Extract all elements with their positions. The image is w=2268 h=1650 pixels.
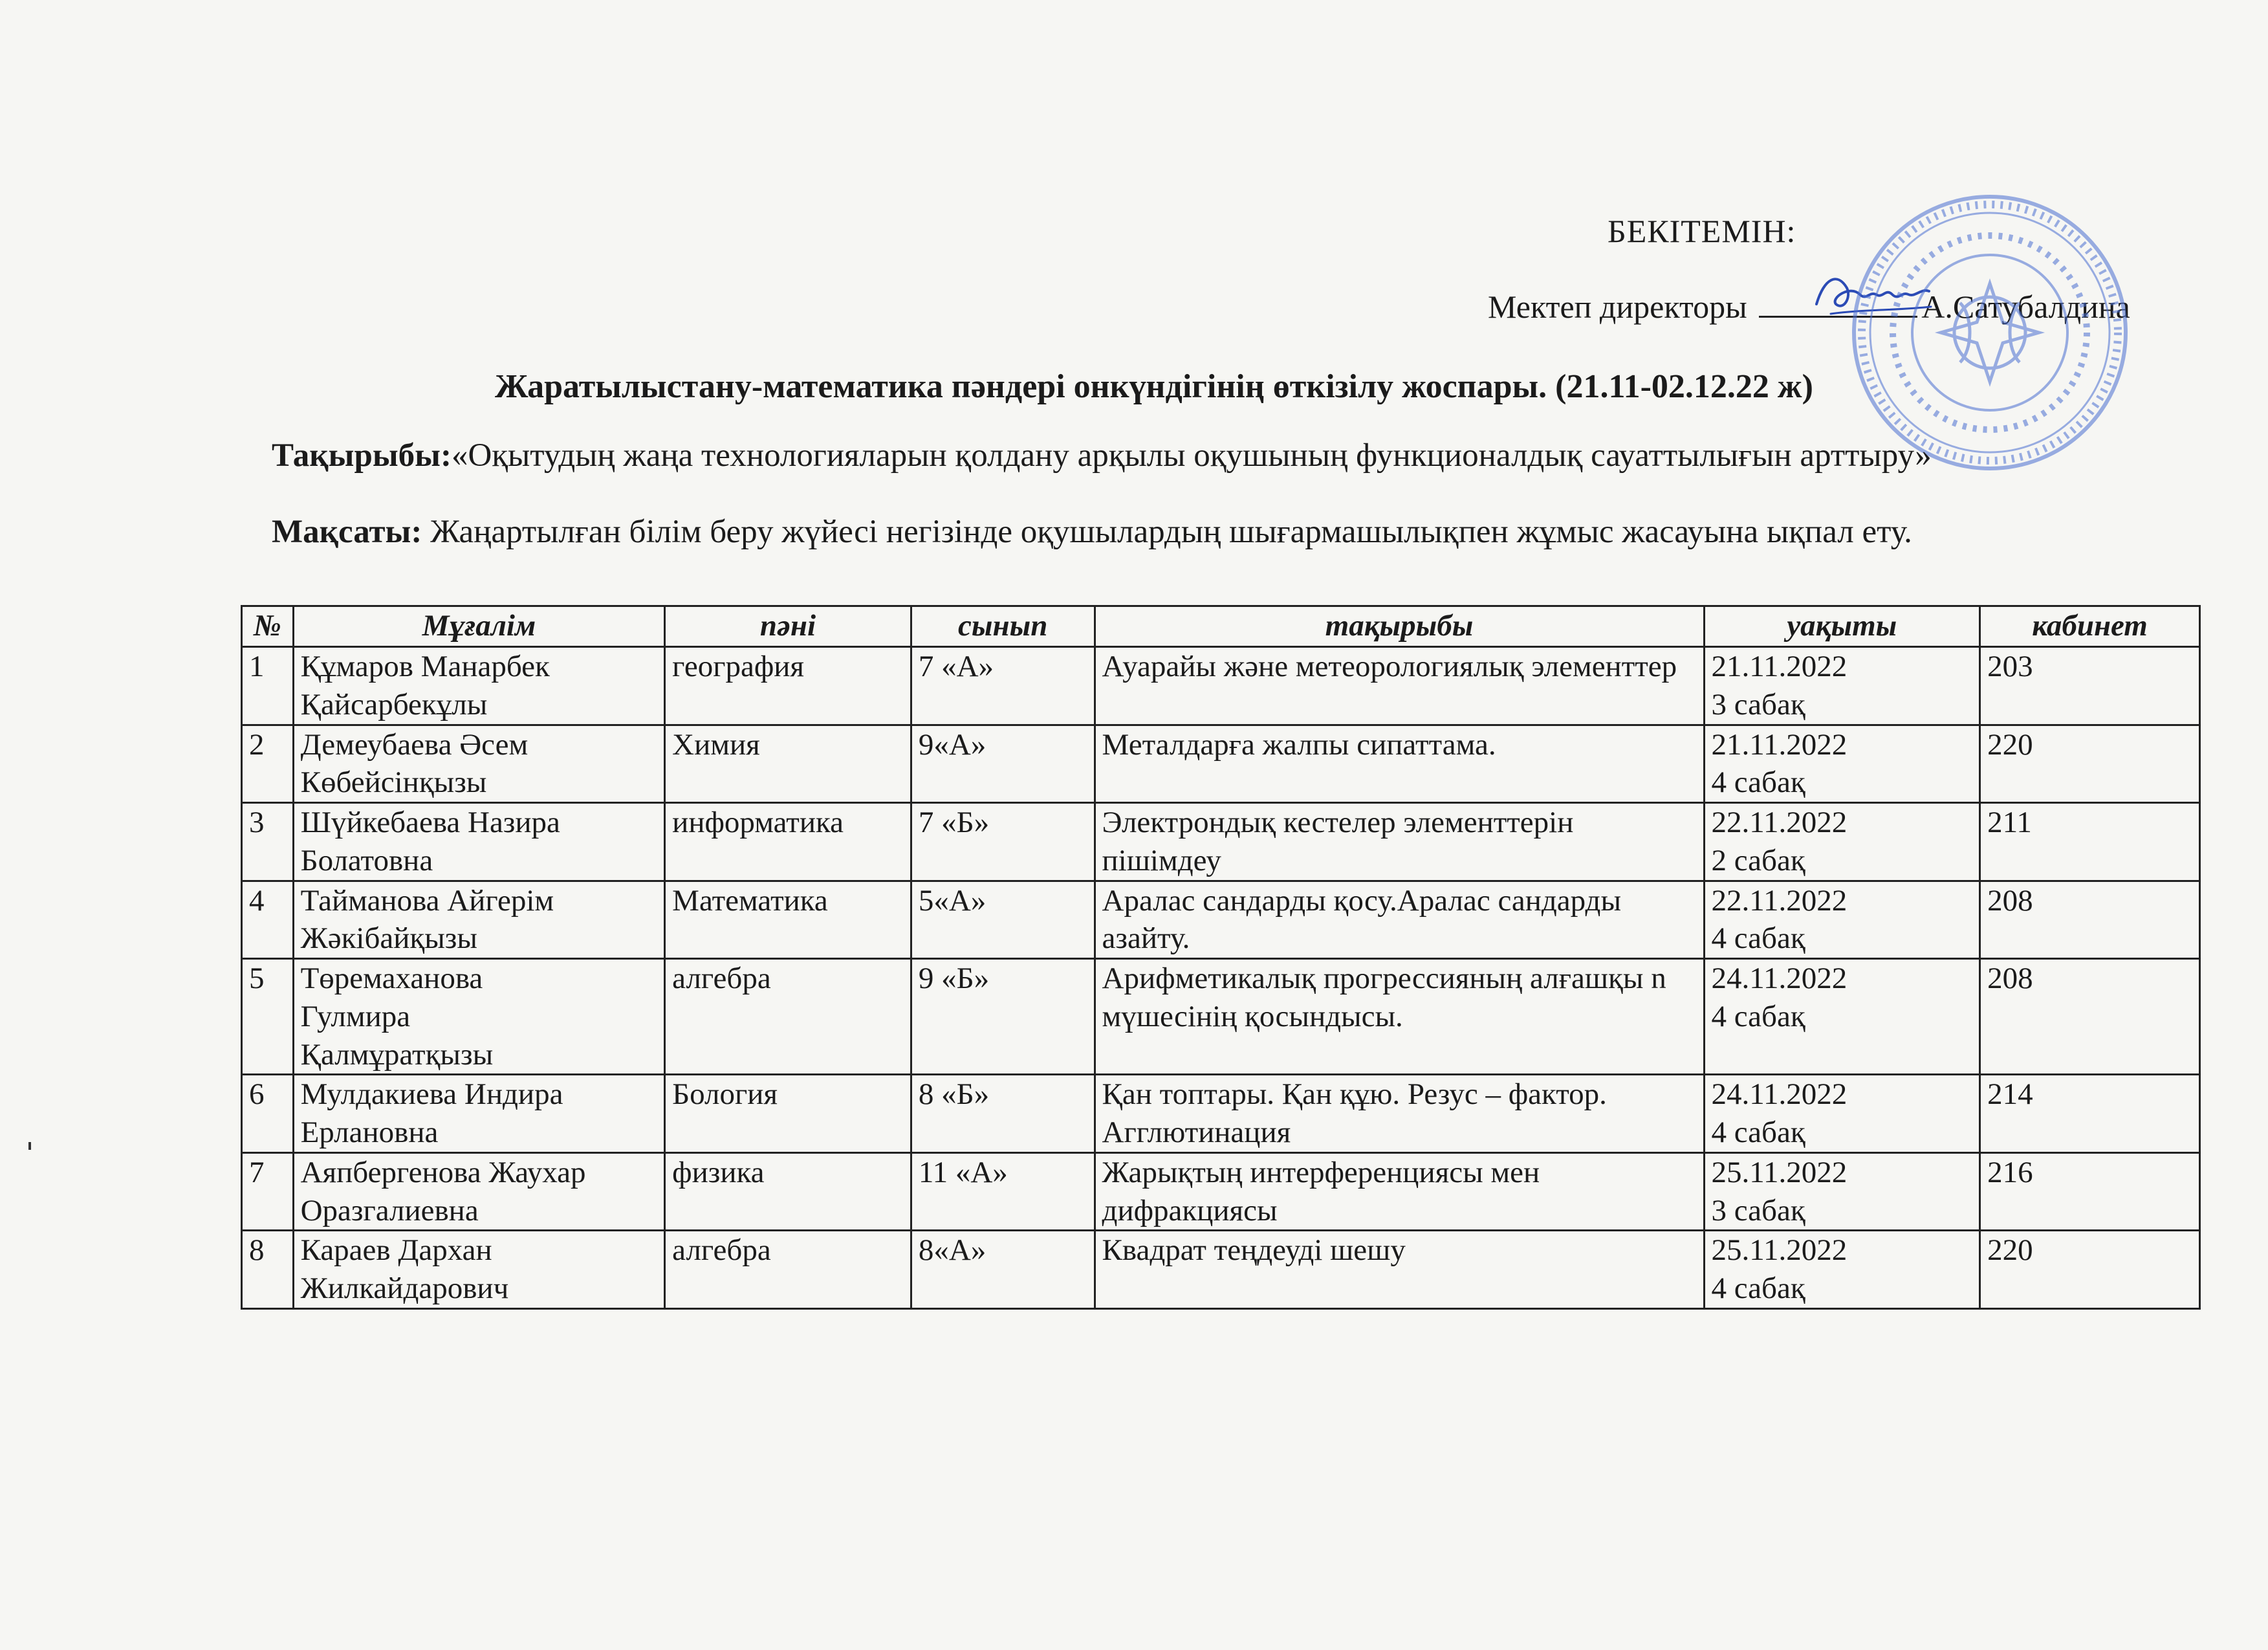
- table-row: [242, 881, 2200, 959]
- teacher-name-line: Қайсарбекұлы: [300, 687, 488, 721]
- goal-line: [272, 513, 1912, 551]
- header-class: сынып: [911, 606, 1095, 647]
- goal-label: Мақсаты:: [272, 514, 422, 550]
- lesson-date: 25.11.2022: [1711, 1155, 1848, 1189]
- cell-teacher: [293, 725, 665, 803]
- header-subject: пәні: [665, 606, 911, 647]
- cell-teacher: [293, 1152, 665, 1231]
- lesson-number: 4 сабақ: [1711, 765, 1805, 800]
- cell-subject: география: [665, 647, 911, 725]
- cell-topic: Электрондық кестелер элементтерін пішімдеу: [1095, 803, 1704, 881]
- cell-subject: физика: [665, 1152, 911, 1231]
- teacher-name-line: Демеубаева Әсем: [300, 727, 529, 762]
- cell-subject: алгебра: [665, 1231, 911, 1309]
- cell-room: 214: [1980, 1075, 2200, 1153]
- lesson-number: 4 сабақ: [1711, 1271, 1805, 1305]
- teacher-name-line: Жилкайдарович: [300, 1271, 509, 1305]
- cell-class: 8«А»: [911, 1231, 1095, 1309]
- teacher-name-line: Шүйкебаева Назира: [300, 806, 560, 839]
- cell-subject: Химия: [665, 725, 911, 803]
- cell-teacher: [293, 1231, 665, 1309]
- cell-num: 3: [242, 803, 294, 881]
- table-row: [242, 1231, 2200, 1309]
- table-row: [242, 1075, 2200, 1153]
- table-row: [242, 803, 2200, 881]
- goal-text: Жаңартылған білім беру жүйесі негізінде оқушылардың шығармашылықпен жұмыс жасауына ықпал ету.: [430, 514, 1912, 550]
- cell-class: 8 «Б»: [911, 1075, 1095, 1153]
- cell-topic: Қан топтары. Қан құю. Резус – фактор. Агглютинация: [1095, 1075, 1704, 1153]
- cell-time: [1704, 647, 1980, 725]
- cell-num: 1: [242, 647, 294, 725]
- teacher-name-line: Караев Дархан: [300, 1233, 492, 1268]
- lesson-number: 3 сабақ: [1711, 1193, 1805, 1227]
- cell-room: 220: [1980, 1231, 2200, 1309]
- cell-topic: Жарықтың интерференциясы мен дифракциясы: [1095, 1152, 1704, 1231]
- cell-subject: Бология: [665, 1075, 911, 1153]
- cell-room: 220: [1980, 725, 2200, 803]
- teacher-name-line: Гулмира: [300, 999, 411, 1033]
- director-name: А.Сатубалдина: [1921, 289, 2130, 325]
- header-time: уақыты: [1704, 606, 1980, 647]
- cell-topic: Ауарайы және метеорологиялық элементтер: [1095, 647, 1704, 725]
- teacher-name-line: Құмаров Манарбек: [300, 650, 550, 683]
- cell-time: [1704, 959, 1980, 1075]
- cell-time: [1704, 1075, 1980, 1153]
- cell-teacher: [293, 881, 665, 959]
- header-room: кабинет: [1980, 606, 2200, 647]
- plan-table-body: [242, 647, 2200, 1309]
- cell-num: 6: [242, 1075, 294, 1153]
- cell-topic: Аралас сандарды қосу.Аралас сандарды азайту.: [1095, 881, 1704, 959]
- cell-time: [1704, 1152, 1980, 1231]
- table-header-row: [242, 606, 2200, 647]
- table-row: [242, 1152, 2200, 1231]
- cell-subject: Математика: [665, 881, 911, 959]
- cell-room: 203: [1980, 647, 2200, 725]
- document-title: Жаратылыстану-математика пәндері онкүндігінің өткізілу жоспары. (21.11-02.12.22 ж): [495, 368, 1813, 405]
- lesson-number: 2 сабақ: [1711, 843, 1805, 877]
- school-seal-stamp: [1850, 193, 2130, 472]
- cell-num: 2: [242, 725, 294, 803]
- cell-topic: Металдарға жалпы сипаттама.: [1095, 725, 1704, 803]
- cell-topic: Арифметикалық прогрессияның алғашқы n мүшесінің қосындысы.: [1095, 959, 1704, 1075]
- cell-class: 11 «А»: [911, 1152, 1095, 1231]
- cell-room: 208: [1980, 881, 2200, 959]
- lesson-date: 25.11.2022: [1711, 1233, 1848, 1268]
- cell-time: [1704, 803, 1980, 881]
- teacher-name-line: Жәкібайқызы: [300, 921, 477, 956]
- lesson-date: 21.11.2022: [1711, 650, 1848, 683]
- table-row: [242, 959, 2200, 1075]
- topic-line: [272, 437, 1932, 474]
- header-num: №: [242, 606, 294, 647]
- cell-topic: Квадрат теңдеуді шешу: [1095, 1231, 1704, 1309]
- cell-num: 8: [242, 1231, 294, 1309]
- cell-num: 7: [242, 1152, 294, 1231]
- cell-room: 208: [1980, 959, 2200, 1075]
- lesson-number: 3 сабақ: [1711, 687, 1805, 721]
- cell-num: 5: [242, 959, 294, 1075]
- teacher-name-line: Қалмұратқызы: [300, 1037, 494, 1072]
- lesson-date: 21.11.2022: [1711, 727, 1848, 762]
- director-position: Мектеп директоры: [1488, 289, 1747, 325]
- lesson-date: 22.11.2022: [1711, 883, 1848, 918]
- lesson-number: 4 сабақ: [1711, 921, 1805, 956]
- teacher-name-line: Болатовна: [300, 843, 433, 877]
- topic-label: Тақырыбы:: [272, 437, 452, 474]
- cell-teacher: [293, 647, 665, 725]
- plan-table: [241, 605, 2201, 1310]
- teacher-name-line: Мулдакиева Индира: [300, 1077, 563, 1112]
- cell-class: 7 «Б»: [911, 803, 1095, 881]
- header-teacher: Мұғалім: [293, 606, 665, 647]
- cell-teacher: [293, 1075, 665, 1153]
- cell-class: 7 «А»: [911, 647, 1095, 725]
- teacher-name-line: Ерлановна: [300, 1116, 439, 1149]
- cell-time: [1704, 725, 1980, 803]
- lesson-number: 4 сабақ: [1711, 999, 1805, 1033]
- header-topic: тақырыбы: [1095, 606, 1704, 647]
- cell-subject: алгебра: [665, 959, 911, 1075]
- cell-time: [1704, 1231, 1980, 1309]
- cell-subject: информатика: [665, 803, 911, 881]
- teacher-name-line: Оразгалиевна: [300, 1193, 479, 1227]
- lesson-date: 24.11.2022: [1711, 962, 1848, 995]
- cell-class: 9 «Б»: [911, 959, 1095, 1075]
- lesson-number: 4 сабақ: [1711, 1116, 1805, 1149]
- teacher-name-line: Тайманова Айгерім: [300, 883, 554, 918]
- cell-teacher: [293, 803, 665, 881]
- teacher-name-line: Аяпбергенова Жаухар: [300, 1155, 586, 1189]
- topic-text: «Оқытудың жаңа технологияларын қолдану арқылы оқушының функционалдық сауаттылығын арттыру»: [451, 437, 1932, 474]
- cell-time: [1704, 881, 1980, 959]
- lesson-date: 22.11.2022: [1711, 806, 1848, 839]
- approval-title: БЕКІТЕМІН:: [1608, 213, 1796, 249]
- scan-edge-mark: [28, 1142, 31, 1150]
- cell-num: 4: [242, 881, 294, 959]
- table-row: [242, 647, 2200, 725]
- table-row: [242, 725, 2200, 803]
- cell-class: 5«А»: [911, 881, 1095, 959]
- teacher-name-line: Көбейсінқызы: [300, 765, 487, 800]
- cell-teacher: [293, 959, 665, 1075]
- lesson-date: 24.11.2022: [1711, 1077, 1848, 1112]
- teacher-name-line: Төремаханова: [300, 962, 483, 995]
- cell-room: 211: [1980, 803, 2200, 881]
- cell-class: 9«А»: [911, 725, 1095, 803]
- cell-room: 216: [1980, 1152, 2200, 1231]
